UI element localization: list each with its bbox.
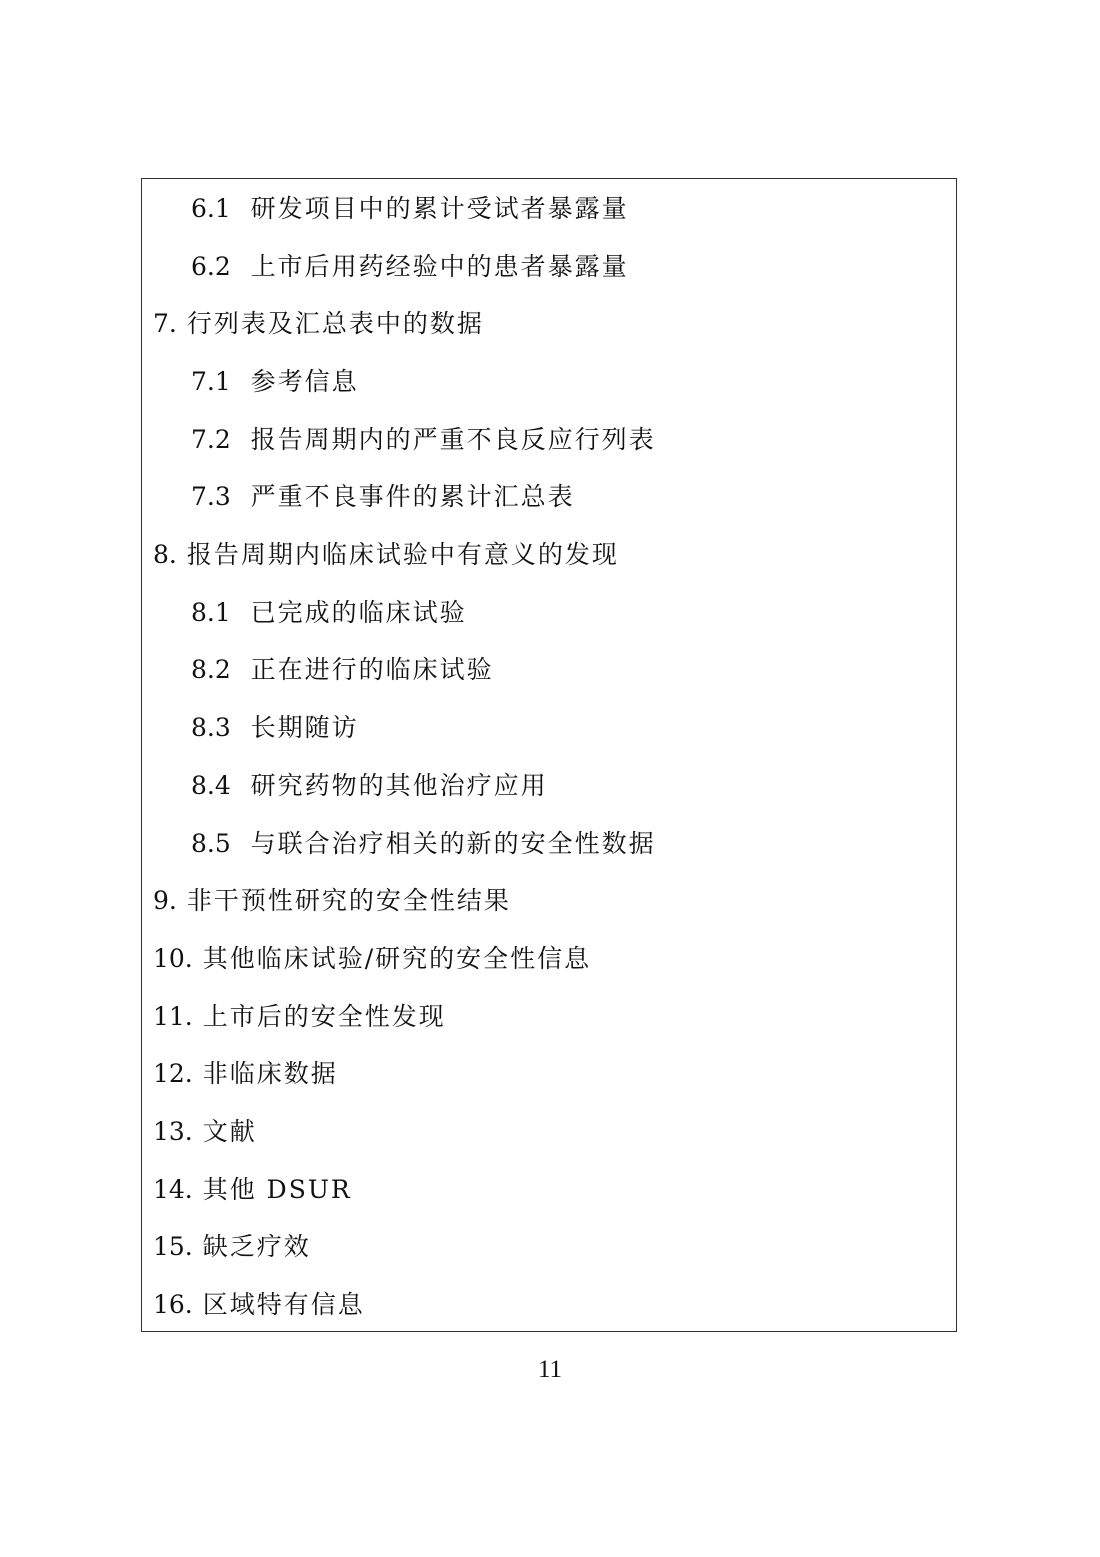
toc-item xyxy=(142,1054,338,1094)
toc-item-title: 缺乏疗效 xyxy=(202,1232,311,1261)
toc-item-number: 7.3 xyxy=(191,482,231,511)
toc-item xyxy=(142,708,359,748)
toc-item-number: 14. xyxy=(153,1175,193,1204)
toc-item-title: 其他 DSUR xyxy=(202,1175,352,1204)
toc-item xyxy=(142,304,484,344)
toc-item-number: 16. xyxy=(153,1290,193,1319)
toc-item xyxy=(142,997,446,1037)
toc-item xyxy=(142,535,619,575)
toc-item-title: 非临床数据 xyxy=(202,1059,338,1088)
toc-item-number: 8.3 xyxy=(191,713,231,742)
toc-item xyxy=(142,420,656,460)
toc-item xyxy=(142,362,359,402)
toc-item xyxy=(142,650,494,690)
toc-item-title: 文献 xyxy=(202,1117,257,1146)
toc-item-title: 非干预性研究的安全性结果 xyxy=(186,886,511,915)
toc-item-title: 报告周期内的严重不良反应行列表 xyxy=(250,425,656,454)
toc-item xyxy=(142,189,629,229)
toc-item xyxy=(142,1227,311,1267)
toc-item-number: 7.2 xyxy=(191,425,231,454)
toc-item xyxy=(142,1285,365,1325)
toc-item-title: 研发项目中的累计受试者暴露量 xyxy=(250,194,629,223)
toc-item xyxy=(142,824,656,864)
toc-item-number: 6.2 xyxy=(191,252,231,281)
toc-item-title: 研究药物的其他治疗应用 xyxy=(250,771,548,800)
toc-item-number: 11. xyxy=(153,1002,193,1031)
toc-item-title: 正在进行的临床试验 xyxy=(250,655,494,684)
toc-item-number: 10. xyxy=(153,944,193,973)
toc-item-title: 行列表及汇总表中的数据 xyxy=(186,309,484,338)
toc-item-title: 已完成的临床试验 xyxy=(250,598,467,627)
toc-item xyxy=(142,1112,257,1152)
toc-item xyxy=(142,881,511,921)
toc-item-title: 上市后的安全性发现 xyxy=(202,1002,446,1031)
toc-item-title: 长期随访 xyxy=(250,713,359,742)
toc-item xyxy=(142,1170,352,1210)
toc-item xyxy=(142,593,467,633)
toc-item-number: 8.5 xyxy=(191,829,231,858)
page-number: 11 xyxy=(537,1356,563,1383)
toc-item-title: 区域特有信息 xyxy=(202,1290,365,1319)
toc-item-number: 7. xyxy=(153,309,177,338)
toc-item-number: 8.1 xyxy=(191,598,231,627)
toc-item xyxy=(142,939,591,979)
toc-item-number: 15. xyxy=(153,1232,193,1261)
table-of-contents-box xyxy=(141,178,957,1332)
toc-item xyxy=(142,766,548,806)
toc-item-number: 8.2 xyxy=(191,655,231,684)
toc-item-number: 13. xyxy=(153,1117,193,1146)
toc-item-number: 8. xyxy=(153,540,177,569)
toc-item xyxy=(142,247,629,287)
toc-item-title: 参考信息 xyxy=(250,367,359,396)
toc-item-title: 其他临床试验/研究的安全性信息 xyxy=(202,944,592,973)
toc-item-title: 上市后用药经验中的患者暴露量 xyxy=(250,252,629,281)
toc-item-title: 严重不良事件的累计汇总表 xyxy=(250,482,575,511)
toc-item-title: 报告周期内临床试验中有意义的发现 xyxy=(186,540,619,569)
toc-item-number: 8.4 xyxy=(191,771,231,800)
toc-item-number: 12. xyxy=(153,1059,193,1088)
toc-item-title: 与联合治疗相关的新的安全性数据 xyxy=(250,829,656,858)
toc-item-number: 9. xyxy=(153,886,177,915)
toc-item xyxy=(142,477,575,517)
toc-item-number: 7.1 xyxy=(191,367,231,396)
toc-item-number: 6.1 xyxy=(191,194,231,223)
